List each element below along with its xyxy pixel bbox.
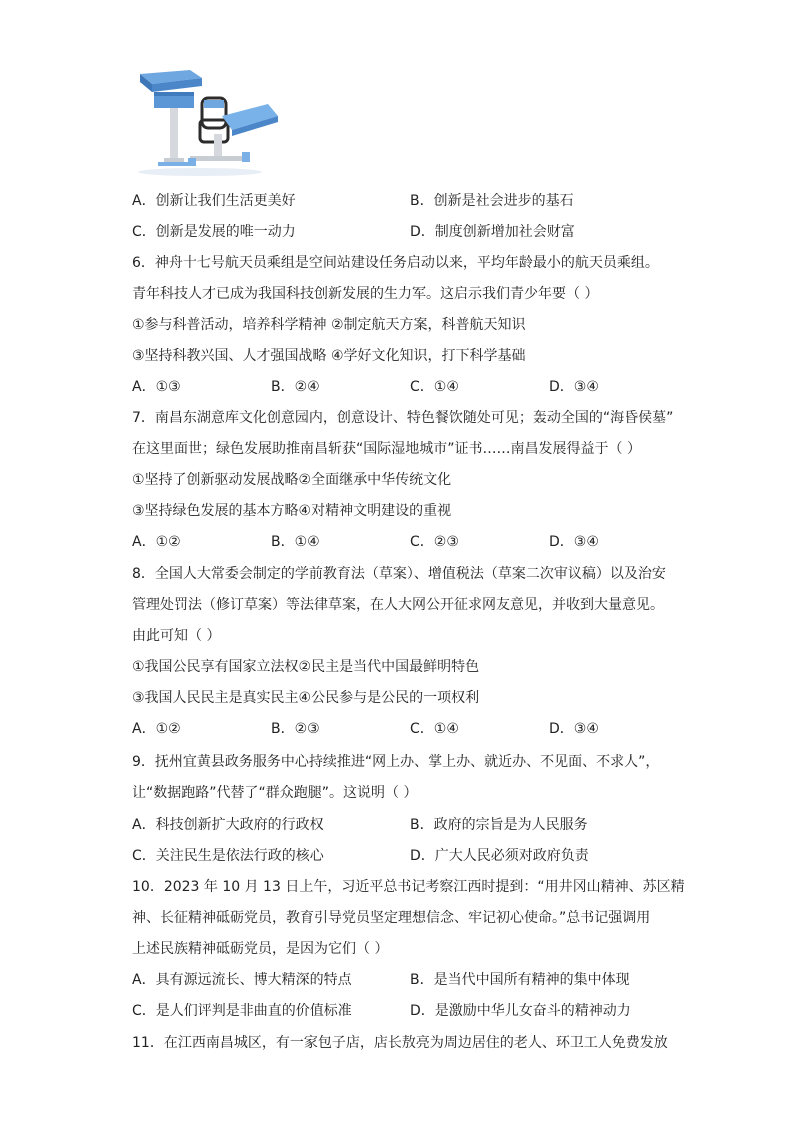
q9-stem-line-1: 9．抚州宜黄县政务服务中心持续推进“网上办、掌上办、就近办、不见面、不求人”， [132, 754, 660, 770]
student-desk-chair-illustration [130, 64, 280, 179]
q7-option-a: A．①② [132, 534, 181, 550]
q8-stem-line-3: 由此可知（ ） [132, 628, 221, 644]
q8-stem-line-2: 管理处罚法（修订草案）等法律草案，在人大网公开征求网友意见，并收到大量意见。 [132, 597, 664, 613]
q6-option-b: B．②④ [271, 379, 320, 395]
q6-option-d: D．③④ [549, 379, 599, 395]
q7-stem-line-2: 在这里面世；绿色发展助推南昌斩获“国际湿地城市”证书……南昌发展得益于（ ） [132, 441, 641, 457]
q8-option-a: A．①② [132, 721, 181, 737]
q11-stem-line-1: 11．在江西南昌城区，有一家包子店，店长敖亮为周边居住的老人、环卫工人免费发放 [132, 1035, 668, 1051]
q7-option-c: C．②③ [410, 534, 459, 550]
q10-option-b: B．是当代中国所有精神的集中体现 [410, 972, 630, 988]
q10-option-a: A．具有源远流长、博大精深的特点 [132, 972, 352, 988]
q5-option-d: D．制度创新增加社会财富 [410, 224, 575, 240]
q10-stem-line-3: 上述民族精神砥砺党员，是因为它们（ ） [132, 941, 389, 957]
q6-item-line-1: ①参与科普活动，培养科学精神 ②制定航天方案，科普航天知识 [132, 317, 526, 333]
q10-option-d: D．是激励中华儿女奋斗的精神动力 [410, 1003, 631, 1019]
q8-item-line-2: ③我国人民民主是真实民主④公民参与是公民的一项权利 [132, 690, 480, 706]
q5-option-b: B．创新是社会进步的基石 [410, 193, 574, 209]
q6-option-a: A．①③ [132, 379, 181, 395]
q5-option-a: A．创新让我们生活更美好 [132, 193, 296, 209]
q10-stem-line-1: 10．2023 年 10 月 13 日上午，习近平总书记考察江西时提到：“用井冈山精神、苏区精 [132, 879, 685, 895]
q9-option-c: C．关注民生是依法行政的核心 [132, 848, 324, 864]
q10-option-c: C．是人们评判是非曲直的价值标准 [132, 1003, 352, 1019]
q8-option-c: C．①④ [410, 721, 459, 737]
q7-option-b: B．①④ [271, 534, 320, 550]
q7-stem-line-1: 7．南昌东湖意库文化创意园内，创意设计、特色餐饮随处可见；轰动全国的“海昏侯墓” [132, 410, 674, 426]
q7-item-line-2: ③坚持绿色发展的基本方略④对精神文明建设的重视 [132, 503, 452, 519]
q8-option-b: B．②③ [271, 721, 320, 737]
q9-option-a: A．科技创新扩大政府的行政权 [132, 817, 324, 833]
q9-option-b: B．政府的宗旨是为人民服务 [410, 817, 588, 833]
q10-stem-line-2: 神、长征精神砥砺党员，教育引导党员坚定理想信念、牢记初心使命。”总书记强调用 [132, 910, 651, 926]
q5-option-c: C．创新是发展的唯一动力 [132, 224, 296, 240]
q7-item-line-1: ①坚持了创新驱动发展战略②全面继承中华传统文化 [132, 472, 452, 488]
q8-item-line-1: ①我国公民享有国家立法权②民主是当代中国最鲜明特色 [132, 659, 480, 675]
q8-stem-line-1: 8．全国人大常委会制定的学前教育法（草案）、增值税法（草案二次审议稿）以及治安 [132, 566, 666, 582]
q6-item-line-2: ③坚持科教兴国、人才强国战略 ④学好文化知识，打下科学基础 [132, 348, 526, 364]
q8-option-d: D．③④ [549, 721, 599, 737]
q7-option-d: D．③④ [549, 534, 599, 550]
q6-option-c: C．①④ [410, 379, 459, 395]
q6-stem-line-1: 6．神舟十七号航天员乘组是空间站建设任务启动以来，平均年龄最小的航天员乘组。 [132, 255, 659, 271]
q9-option-d: D．广大人民必须对政府负责 [410, 848, 589, 864]
q9-stem-line-2: 让“数据跑路”代替了“群众跑腿”。这说明（ ） [132, 785, 418, 801]
q6-stem-line-2: 青年科技人才已成为我国科技创新发展的生力军。这启示我们青少年要（ ） [132, 286, 599, 302]
